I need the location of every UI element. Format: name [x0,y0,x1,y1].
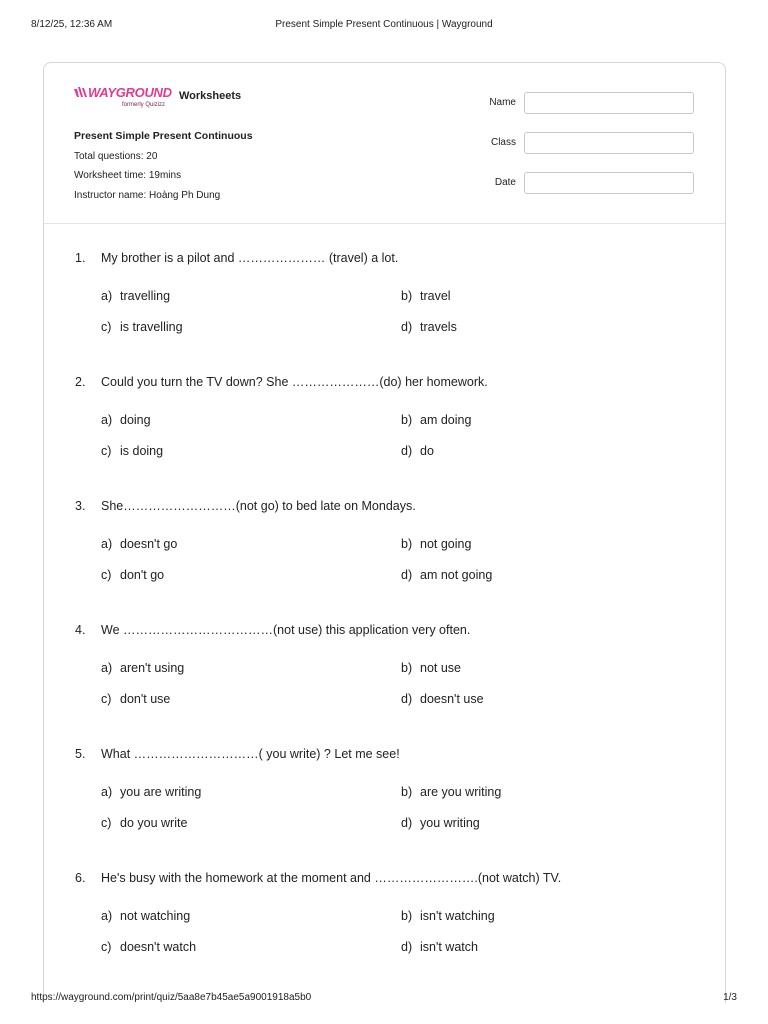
option-letter: a) [101,785,113,799]
worksheet-card [43,62,726,1003]
option-d[interactable] [401,940,478,954]
question-3 [44,499,725,609]
option-b[interactable] [401,413,471,427]
option-text: am not going [420,568,493,582]
option-letter: c) [101,692,112,706]
worksheet-meta [74,127,253,205]
option-text: not going [420,537,472,551]
option-text: doesn't go [120,537,178,551]
option-b[interactable] [401,537,471,551]
question-number: 6. [75,871,86,885]
option-c[interactable] [101,568,164,582]
option-c[interactable] [101,816,187,830]
option-text: are you writing [420,785,502,799]
option-text: don't go [120,568,165,582]
option-a[interactable] [101,289,170,303]
worksheet-time: Worksheet time: 19mins [74,170,182,181]
question-text: He's busy with the homework at the moment and …………………….(not watch) TV. [101,871,562,885]
option-letter: b) [401,537,413,551]
option-letter: a) [101,289,113,303]
option-a[interactable] [101,661,184,675]
option-text: is travelling [120,320,183,334]
question-number: 1. [75,251,86,265]
option-text: doesn't use [420,692,484,706]
option-letter: d) [401,940,413,954]
print-footer [31,992,737,1006]
option-text: am doing [420,413,472,427]
option-letter: d) [401,320,413,334]
option-letter: b) [401,289,413,303]
option-c[interactable] [101,444,163,458]
option-letter: d) [401,568,413,582]
print-url[interactable]: https://wayground.com/print/quiz/5aa8e7b45ae5a9001918a5b0 [31,992,312,1003]
option-a[interactable] [101,785,201,799]
question-2 [44,375,725,485]
class-label: Class [490,137,516,148]
option-a[interactable] [101,413,151,427]
class-field[interactable] [524,132,694,154]
question-number: 5. [75,747,86,761]
section-label: Worksheets [179,90,242,102]
option-letter: a) [101,661,113,675]
option-letter: a) [101,909,113,923]
option-letter: d) [401,692,413,706]
option-letter: b) [401,909,413,923]
option-b[interactable] [401,909,495,923]
worksheet-header [44,63,725,224]
option-text: is doing [120,444,164,458]
option-text: do [420,444,434,458]
option-d[interactable] [401,320,457,334]
option-text: isn't watch [420,940,478,954]
page-number: 1/3 [723,992,737,1003]
print-datetime: 8/12/25, 12:36 AM [31,19,113,30]
option-letter: a) [101,413,113,427]
option-letter: c) [101,940,112,954]
option-text: isn't watching [420,909,495,923]
option-text: do you write [120,816,188,830]
question-4 [44,623,725,733]
option-c[interactable] [101,692,170,706]
date-label: Date [494,177,516,188]
name-field[interactable] [524,92,694,114]
logo-wordmark: WAYGROUND [88,85,172,100]
option-text: aren't using [120,661,185,675]
date-field-row [474,172,694,196]
option-text: not watching [120,909,191,923]
option-letter: d) [401,816,413,830]
question-5 [44,747,725,857]
option-letter: c) [101,320,112,334]
question-text: My brother is a pilot and ………………… (travel) a lot. [101,251,399,265]
option-text: travelling [120,289,171,303]
worksheet-title: Present Simple Present Continuous [74,130,253,142]
question-number: 3. [75,499,86,513]
logo-subtitle: formerly Quizizz [122,102,166,108]
option-text: travel [420,289,451,303]
option-a[interactable] [101,537,177,551]
option-text: you writing [420,816,480,830]
option-text: you are writing [120,785,202,799]
option-c[interactable] [101,940,196,954]
name-field-row [474,92,694,116]
question-text: Could you turn the TV down? She …………………(do) her homework. [101,375,488,389]
option-letter: c) [101,568,112,582]
class-field-row [474,132,694,156]
option-letter: a) [101,537,113,551]
logo-icon [74,86,88,98]
option-letter: b) [401,661,413,675]
question-number: 4. [75,623,86,637]
total-questions: Total questions: 20 [74,150,158,162]
option-text: don't use [120,692,171,706]
option-d[interactable] [401,444,434,458]
option-letter: c) [101,816,112,830]
wayground-logo [74,85,174,115]
question-6 [44,871,725,981]
option-a[interactable] [101,909,190,923]
option-text: travels [420,320,457,334]
option-b[interactable] [401,661,461,675]
option-c[interactable] [101,320,183,334]
print-page-title: Present Simple Present Continuous | Wayground [275,19,493,30]
option-letter: b) [401,413,413,427]
option-letter: c) [101,444,112,458]
option-letter: b) [401,785,413,799]
question-text: We ………………………………(not use) this application very often. [101,623,471,637]
name-label: Name [489,97,516,108]
option-text: doesn't watch [120,940,197,954]
option-letter: d) [401,444,413,458]
question-text: She………………………(not go) to bed late on Mondays. [101,499,416,513]
option-d[interactable] [401,568,492,582]
option-b[interactable] [401,289,451,303]
print-header [31,19,737,33]
question-number: 2. [75,375,86,389]
date-field[interactable] [524,172,694,194]
option-b[interactable] [401,785,501,799]
question-1 [44,251,725,361]
option-d[interactable] [401,692,484,706]
instructor-name: Instructor name: Hoàng Ph Dung [74,189,221,201]
option-d[interactable] [401,816,480,830]
option-text: doing [120,413,151,427]
option-text: not use [420,661,462,675]
question-text: What …………………………( you write) ? Let me see! [101,747,400,761]
